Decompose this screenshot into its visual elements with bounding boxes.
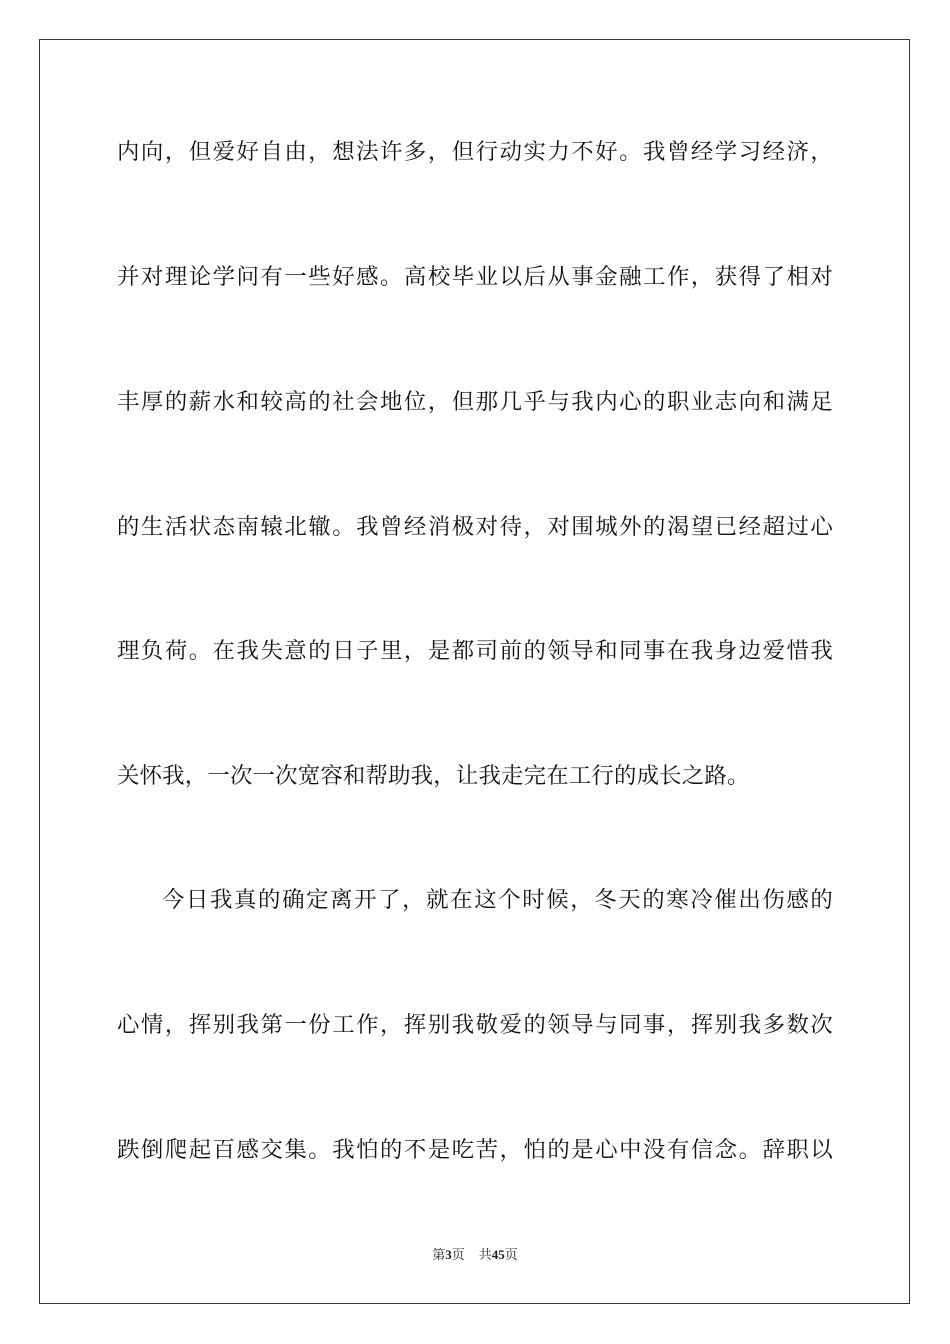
page-border	[39, 39, 910, 1304]
body-text-line: 关怀我，一次一次宽容和帮助我，让我走完在工行的成长之路。	[117, 763, 750, 789]
body-text-line: 心情，挥别我第一份工作，挥别我敬爱的领导与同事，挥别我多数次	[117, 1012, 833, 1038]
body-text-line: 内向，但爱好自由，想法许多，但行动实力不好。我曾经学习经济，	[117, 139, 833, 165]
page-footer	[0, 1246, 950, 1264]
page-label-prefix: 第	[432, 1247, 446, 1262]
page-number: 3	[445, 1247, 452, 1262]
total-label-suffix: 页	[504, 1247, 518, 1262]
body-text-line: 跌倒爬起百感交集。我怕的不是吃苦，怕的是心中没有信念。辞职以	[117, 1137, 833, 1163]
paragraph-first-line: 今日我真的确定离开了，就在这个时候，冬天的寒冷催出伤感的	[162, 887, 833, 913]
total-pages: 45	[491, 1247, 505, 1262]
body-text-line: 并对理论学问有一些好感。高校毕业以后从事金融工作，获得了相对	[117, 264, 833, 290]
body-text-line: 丰厚的薪水和较高的社会地位，但那几乎与我内心的职业志向和满足	[117, 389, 833, 415]
total-label-prefix: 共	[478, 1247, 492, 1262]
body-text-line: 理负荷。在我失意的日子里，是都司前的领导和同事在我身边爱惜我	[117, 638, 833, 664]
body-text-line: 的生活状态南辕北辙。我曾经消极对待，对围城外的渴望已经超过心	[117, 514, 833, 540]
page-label-suffix: 页	[451, 1247, 465, 1262]
